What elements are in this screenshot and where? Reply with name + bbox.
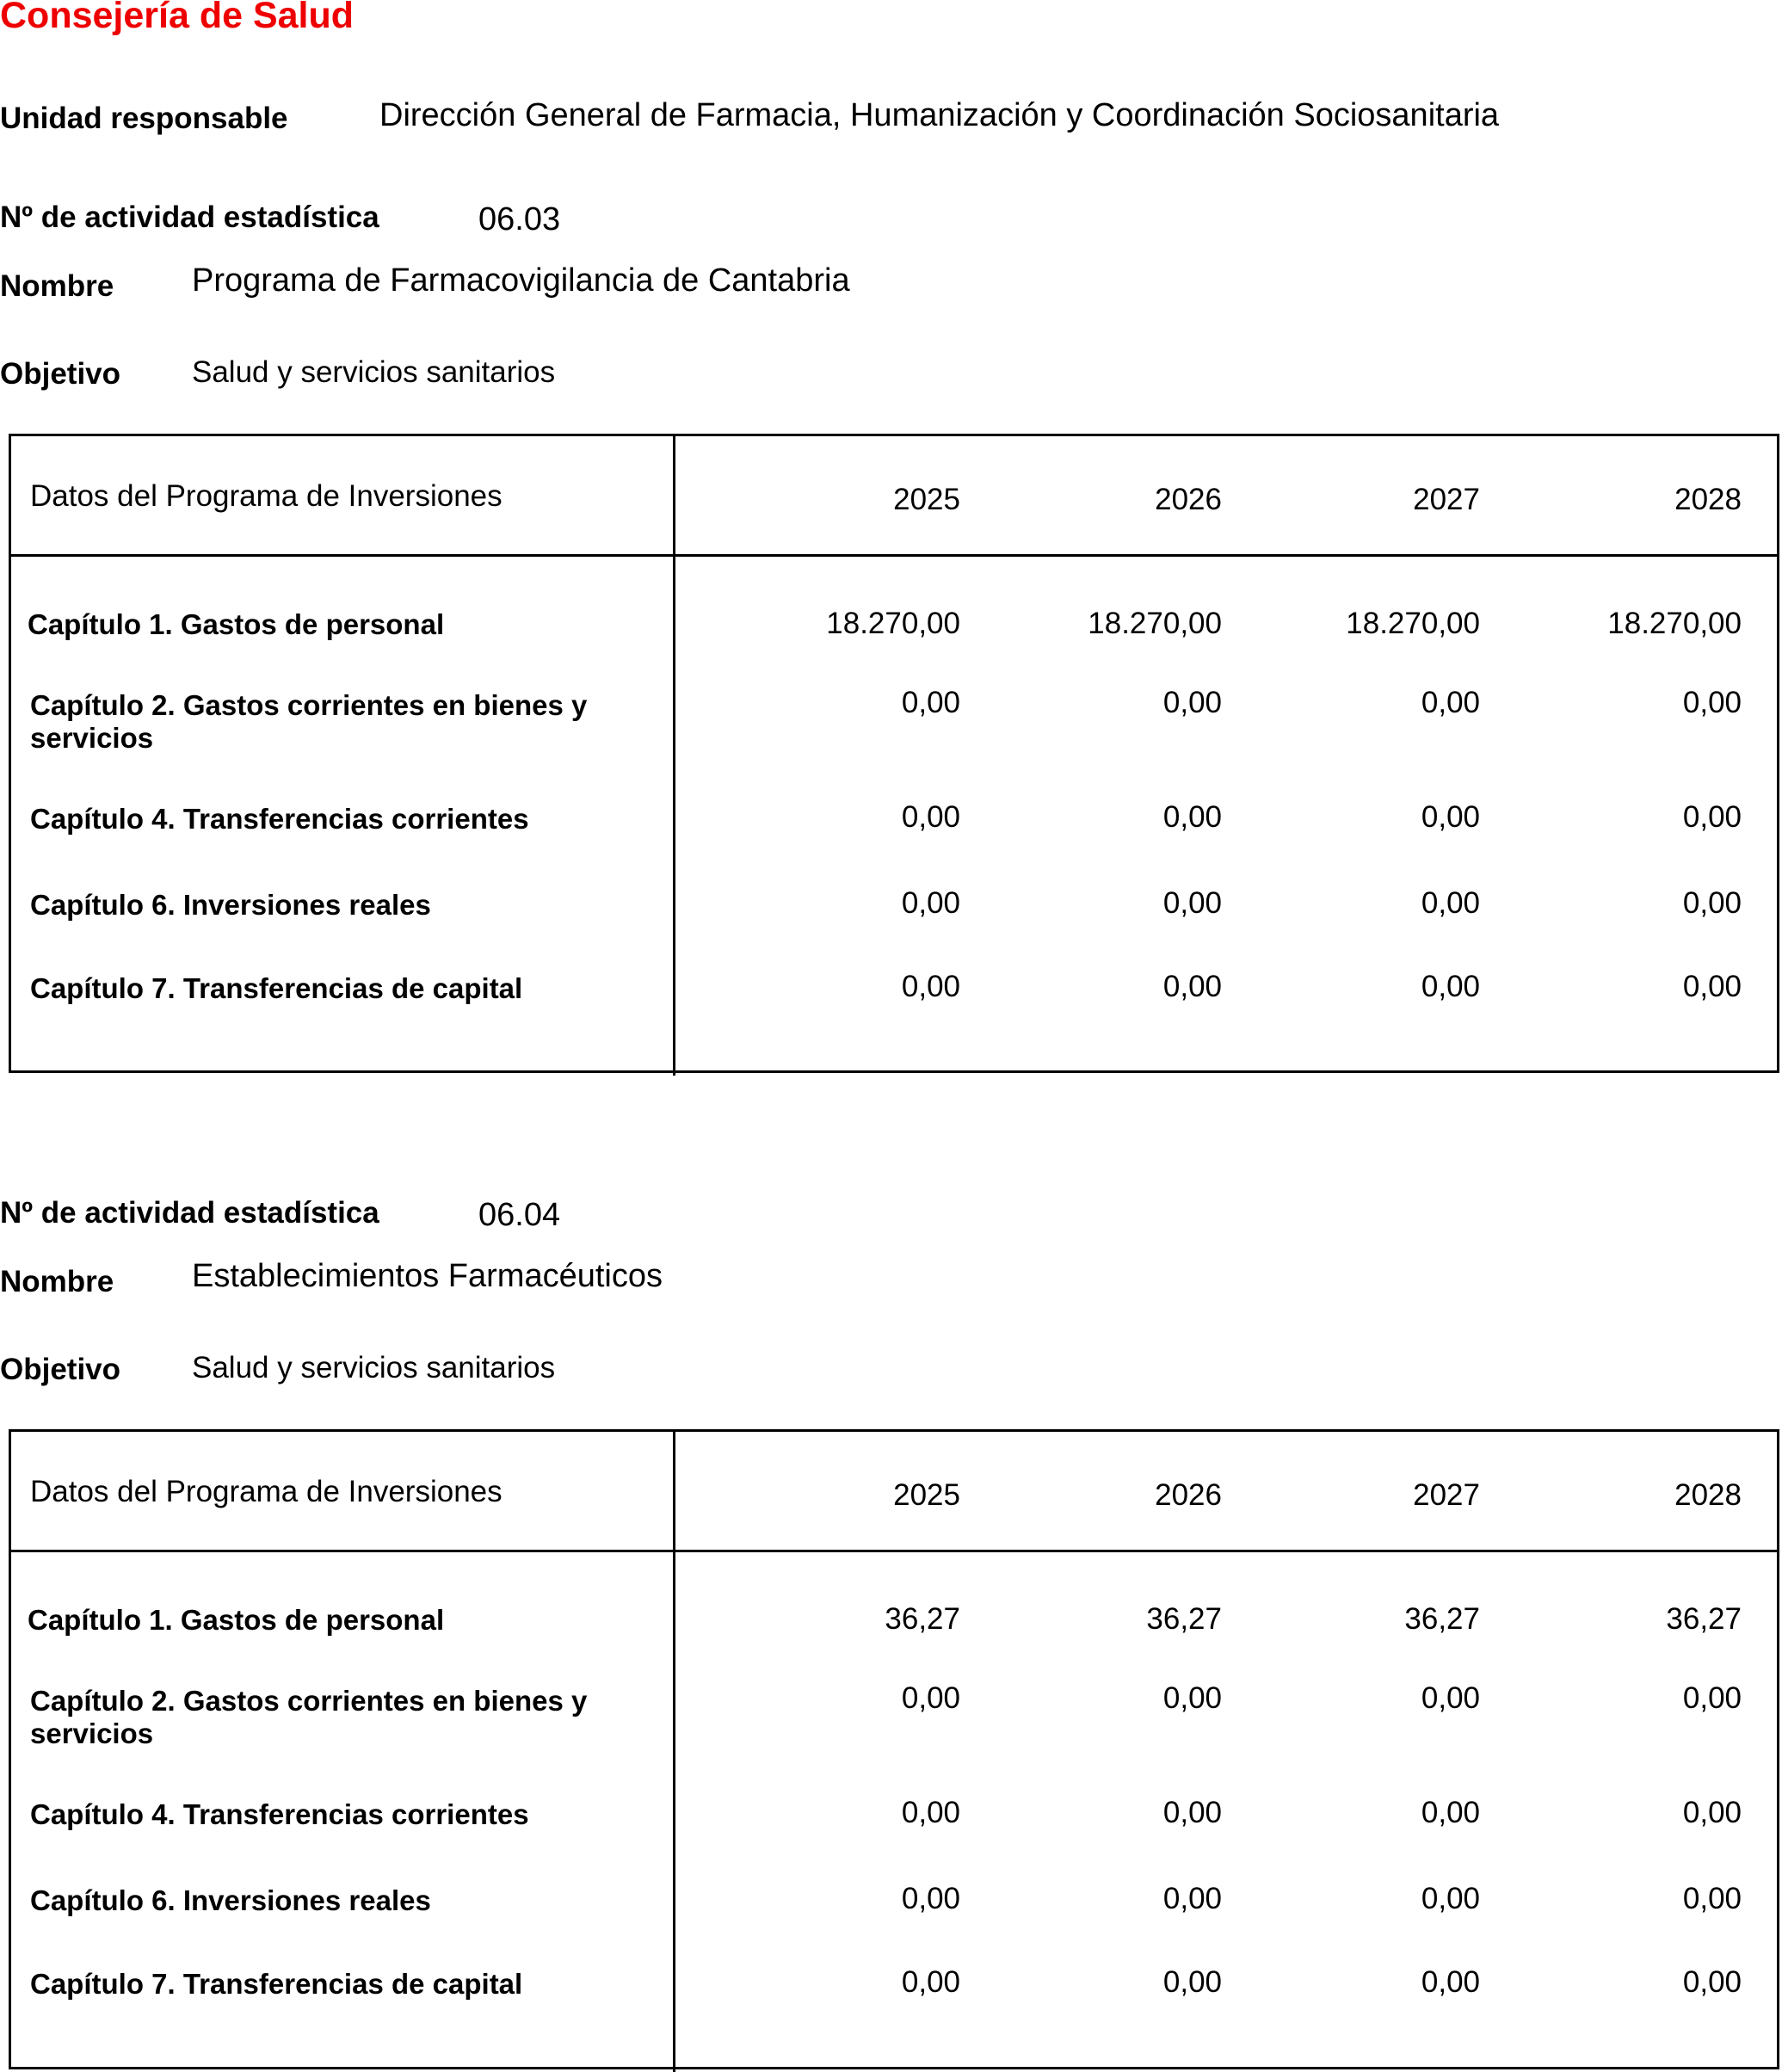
table-cell: 0,00 xyxy=(901,1882,960,1915)
table-cell: 36,27 xyxy=(1666,1602,1742,1636)
activity-number-label: Nº de actividad estadística xyxy=(0,1196,379,1230)
table-cell: 0,00 xyxy=(1421,800,1480,834)
table-row-label: Capítulo 2. Gastos corrientes en bienes y servicios xyxy=(30,1685,588,1749)
table-cell: 0,00 xyxy=(901,886,960,920)
table-cell: 0,00 xyxy=(1162,970,1222,1003)
table-cell: 0,00 xyxy=(1682,686,1742,719)
table-cell: 0,00 xyxy=(901,800,960,834)
year-header: 2027 xyxy=(1413,1478,1480,1512)
page-title: Consejería de Salud xyxy=(0,0,355,36)
table-cell: 0,00 xyxy=(901,1965,960,1999)
table-cell: 0,00 xyxy=(1421,1965,1480,1999)
investment-table xyxy=(9,434,1779,1073)
table-cell: 0,00 xyxy=(1162,1681,1222,1715)
table-cell: 0,00 xyxy=(901,1681,960,1715)
table-cell: 0,00 xyxy=(1162,686,1222,719)
year-header: 2026 xyxy=(1155,483,1222,516)
table-cell: 18.270,00 xyxy=(1346,607,1480,640)
table-row-label: Capítulo 6. Inversiones reales xyxy=(30,1884,431,1916)
table-cell: 0,00 xyxy=(1421,1681,1480,1715)
table-cell: 0,00 xyxy=(1682,1965,1742,1999)
table-cell: 36,27 xyxy=(885,1602,960,1636)
name-label: Nombre xyxy=(0,269,114,303)
year-header: 2027 xyxy=(1413,483,1480,516)
table-header-divider xyxy=(11,1550,1777,1552)
table-row-label: Capítulo 2. Gastos corrientes en bienes y servicios xyxy=(30,689,588,754)
table-cell: 36,27 xyxy=(1146,1602,1222,1636)
table-cell: 0,00 xyxy=(1421,686,1480,719)
table-cell: 36,27 xyxy=(1404,1602,1480,1636)
year-header: 2025 xyxy=(893,483,960,516)
table-column-divider xyxy=(673,1432,675,2072)
investment-table xyxy=(9,1429,1779,2069)
table-cell: 0,00 xyxy=(1421,886,1480,920)
year-header: 2026 xyxy=(1155,1478,1222,1512)
table-cell: 0,00 xyxy=(1162,1796,1222,1829)
table-cell: 0,00 xyxy=(901,686,960,719)
table-row-label: Capítulo 1. Gastos de personal xyxy=(28,608,445,640)
table-cell: 0,00 xyxy=(1682,1882,1742,1915)
table-row-label: Capítulo 7. Transferencias de capital xyxy=(30,1968,523,2000)
table-cell: 0,00 xyxy=(1421,970,1480,1003)
table-cell: 0,00 xyxy=(1682,1796,1742,1829)
table-cell: 0,00 xyxy=(1682,886,1742,920)
table-cell: 0,00 xyxy=(1162,800,1222,834)
table-cell: 0,00 xyxy=(901,1796,960,1829)
table-cell: 18.270,00 xyxy=(1607,607,1742,640)
table-column-divider xyxy=(673,436,675,1076)
table-row-label: Capítulo 6. Inversiones reales xyxy=(30,889,431,921)
table-cell: 18.270,00 xyxy=(826,607,960,640)
activity-number-label: Nº de actividad estadística xyxy=(0,200,379,234)
table-cell: 0,00 xyxy=(1162,1882,1222,1915)
table-cell: 0,00 xyxy=(1162,1965,1222,1999)
objective-value: Salud y servicios sanitarios xyxy=(192,1351,556,1384)
table-row-label: Capítulo 4. Transferencias corrientes xyxy=(30,803,529,835)
objective-label: Objetivo xyxy=(0,357,121,391)
table-cell: 0,00 xyxy=(1682,970,1742,1003)
activity-number-value: 06.03 xyxy=(478,201,561,237)
table-header-divider xyxy=(11,554,1777,557)
table-row-label: Capítulo 1. Gastos de personal xyxy=(28,1604,445,1636)
year-header: 2028 xyxy=(1674,1478,1742,1512)
unidad-label: Unidad responsable xyxy=(0,102,288,135)
table-cell: 0,00 xyxy=(1682,800,1742,834)
table-row-label: Capítulo 7. Transferencias de capital xyxy=(30,972,523,1004)
table-row-label: Capítulo 4. Transferencias corrientes xyxy=(30,1798,529,1830)
year-header: 2025 xyxy=(893,1478,960,1512)
table-cell: 0,00 xyxy=(901,970,960,1003)
table-cell: 0,00 xyxy=(1421,1796,1480,1829)
table-cell: 18.270,00 xyxy=(1088,607,1222,640)
table-cell: 0,00 xyxy=(1682,1681,1742,1715)
unidad-value: Dirección General de Farmacia, Humanización y Coordinación Sociosanitaria xyxy=(379,97,1500,133)
objective-label: Objetivo xyxy=(0,1353,121,1386)
objective-value: Salud y servicios sanitarios xyxy=(192,355,556,389)
table-header-label: Datos del Programa de Inversiones xyxy=(30,479,503,513)
name-value: Programa de Farmacovigilancia de Cantabria xyxy=(192,262,850,299)
activity-number-value: 06.04 xyxy=(478,1197,561,1233)
name-label: Nombre xyxy=(0,1265,114,1298)
table-cell: 0,00 xyxy=(1421,1882,1480,1915)
table-header-label: Datos del Programa de Inversiones xyxy=(30,1475,503,1508)
table-cell: 0,00 xyxy=(1162,886,1222,920)
name-value: Establecimientos Farmacéuticos xyxy=(192,1258,663,1294)
year-header: 2028 xyxy=(1674,483,1742,516)
